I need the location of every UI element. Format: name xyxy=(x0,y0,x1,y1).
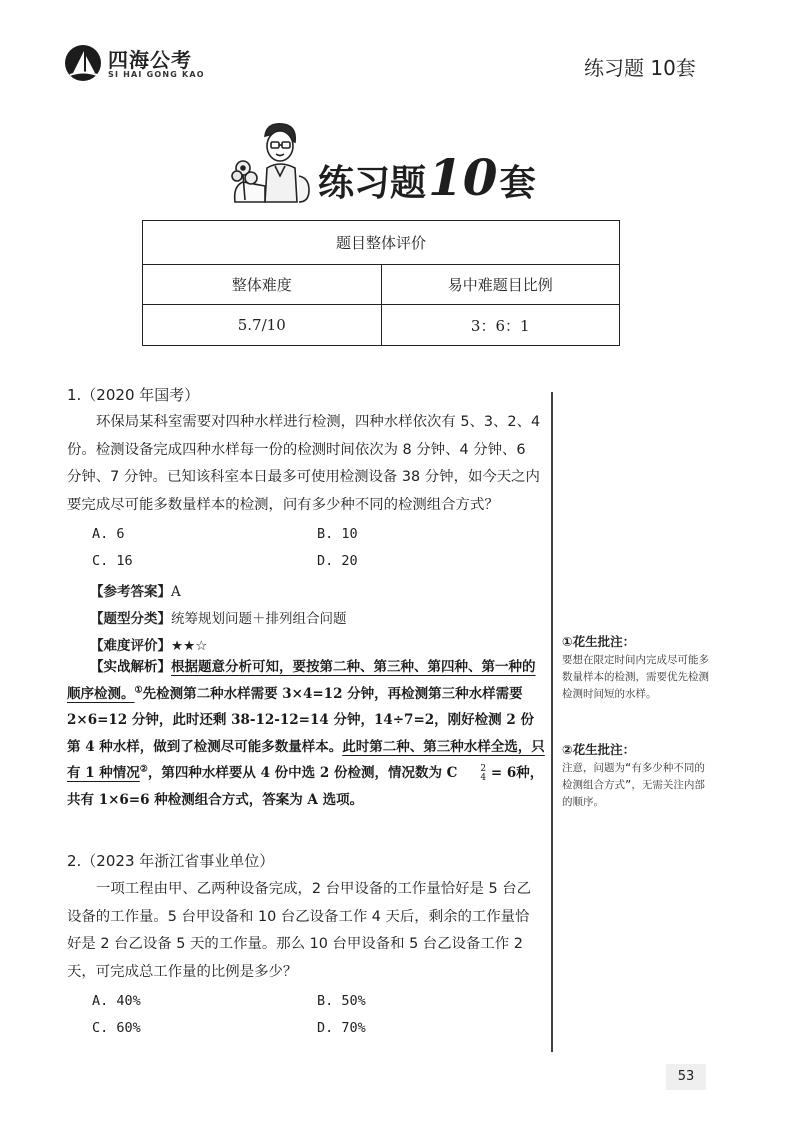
evaluation-table xyxy=(142,220,620,346)
note-2-body: 注意，问题为“有多少种不同的检测组合方式”，无需关注内部的顺序。 xyxy=(562,762,705,808)
analysis-steps: 先检测第二种水样需要 3×4=12 分钟，再检测第三种水样需要 2×6=12 分钟，此时还剩 38-12-12=14 分钟，14÷7=2，刚好检测 2 份第 4 种水样，做到了检测尽可能多数量样本。 xyxy=(67,685,534,755)
combination-indices xyxy=(457,765,486,783)
page-number: 53 xyxy=(666,1064,706,1090)
question-1-option-a: A. 6 xyxy=(92,526,125,542)
question-2-option-c: C. 60% xyxy=(92,1020,141,1036)
notes-divider xyxy=(551,392,553,1052)
question-1-header: 1.（2020 年国考） xyxy=(67,386,200,404)
title-number: 10 xyxy=(428,148,498,207)
question-2-stem: 一项工程由甲、乙两种设备完成，2 台甲设备的工作量恰好是 5 台乙设备的工作量。5 台甲设备和 10 台乙设备工作 4 天后，剩余的工作量恰好是 2 台乙设备 5 天的工作量。那么 10 台甲设备和 5 台乙设备工作 2 天，可完成总工作量的比例是多少？ xyxy=(67,881,531,980)
question-1-option-c: C. 16 xyxy=(92,553,133,569)
difficulty-stars: ★★☆ xyxy=(171,638,208,654)
combination-sub: 4 xyxy=(480,772,487,783)
difficulty-value: 5.7/10 xyxy=(143,305,382,346)
note-ref-2: ② xyxy=(139,764,148,775)
title-prefix: 练习题 xyxy=(318,163,427,204)
mascot-illustration xyxy=(225,116,317,208)
logo-sail-icon xyxy=(64,44,102,82)
answer-label: 【参考答案】 xyxy=(90,584,171,600)
type-label: 【题型分类】 xyxy=(90,611,171,627)
question-1-analysis xyxy=(67,654,545,813)
question-2-option-d: D. 70% xyxy=(317,1020,366,1036)
analysis-key-point-2: 此时第二种、第三种水样全选，只有 1 种情况 xyxy=(67,738,545,781)
question-1-option-d: D. 20 xyxy=(317,553,358,569)
question-2-option-b: B. 50% xyxy=(317,993,366,1009)
difficulty-row xyxy=(90,634,207,654)
type-row xyxy=(90,607,347,627)
logo-subtext: SI HAI GONG KAO xyxy=(108,70,205,79)
ratio-label: 易中难题目比例 xyxy=(381,265,620,305)
header-title: 练习题 10套 xyxy=(584,56,696,80)
answer-row xyxy=(90,580,181,600)
ratio-value: 3：6：1 xyxy=(381,305,620,346)
evaluation-heading: 题目整体评价 xyxy=(143,221,620,265)
question-2-option-a: A. 40% xyxy=(92,993,141,1009)
question-2-header: 2.（2023 年浙江省事业单位） xyxy=(67,852,275,870)
question-1-stem: 环保局某科室需要对四种水样进行检测，四种水样依次有 5、3、2、4 份。检测设备完成四种水样每一份的检测时间依次为 8 分钟、4 分钟、6 分钟、7 分钟。已知该科室本日最多可使用检测设备 38 分钟，如今天之内要完成尽可能多数量样本的检测，问有多少种不同的检测组合方式？ xyxy=(67,414,541,513)
page-title xyxy=(318,148,536,207)
question-1-option-b: B. 10 xyxy=(317,526,358,542)
note-1-title: ①花生批注： xyxy=(562,634,636,649)
note-ref-1: ① xyxy=(134,685,143,695)
type-value: 统筹规划问题＋排列组合问题 xyxy=(171,611,347,627)
analysis-calc-a: ，第四种水样要从 4 份中选 2 份检测，情况数为 C xyxy=(147,765,458,781)
combination-sup: 2 xyxy=(480,763,487,774)
analysis-key-point-1: 根据题意分析可知，要按第二种、第三种、第四种、第一种的顺序检测。 xyxy=(67,659,536,702)
difficulty-rating-label: 【难度评价】 xyxy=(90,638,171,654)
logo-text: 四海公考 xyxy=(108,48,192,72)
analysis-label: 【实战解析】 xyxy=(90,659,171,675)
analysis-calc-b: = 6种，共有 1×6=6 种检测组合方式，答案为 A 选项。 xyxy=(67,765,544,808)
answer-value: A xyxy=(171,584,181,600)
title-suffix: 套 xyxy=(499,163,536,204)
difficulty-label: 整体难度 xyxy=(143,265,382,305)
note-2-title: ②花生批注： xyxy=(562,742,636,757)
note-1-body: 要想在限定时间内完成尽可能多数量样本的检测，需要优先检测检测时间短的水样。 xyxy=(562,654,709,700)
